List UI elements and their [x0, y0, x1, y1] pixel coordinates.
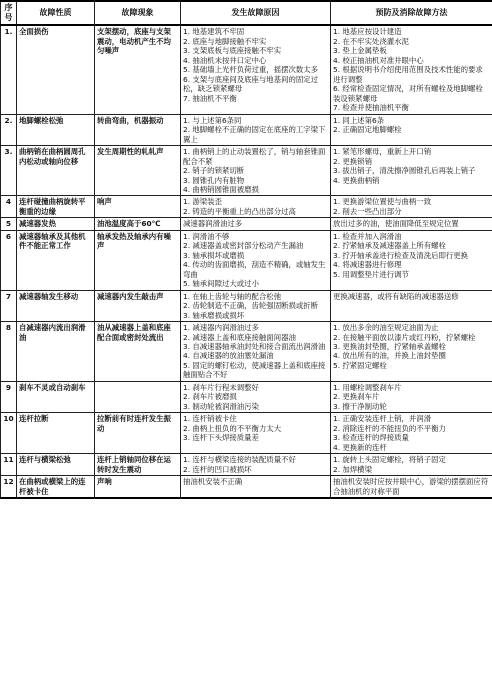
fault-nature-cell: 减速器轴发生移动 — [17, 290, 95, 321]
fault-cause-cell — [181, 322, 331, 382]
fix-line: 2. 在接触平面放以漆片或红丹粉，拧紧螺栓 — [333, 332, 476, 342]
fix-method-cell — [331, 476, 492, 498]
fix-line: 4. 校正抽油机对准井眼中心 — [333, 55, 424, 65]
fix-method-cell — [331, 413, 492, 454]
cause-line: 1. 刹车片行程未调整好 — [183, 382, 259, 392]
cause-line: 4. 自减速器的放油塞处漏油 — [183, 351, 274, 361]
fix-method-cell — [331, 454, 492, 476]
fault-nature-cell: 曲柄销在曲柄圆周孔内松动或轴向位移 — [17, 146, 95, 196]
fix-line: 2. 消除连杆的不能扭负的不平衡力 — [333, 423, 446, 433]
fault-nature-cell: 刹车不灵或自动刹车 — [17, 381, 95, 412]
cause-line: 3. 圆锥孔内有脏物 — [183, 175, 245, 185]
header-fault-phenomenon: 故障现象 — [95, 1, 181, 25]
fix-line: 4. 放出所有的油，并换上油封垫圈 — [333, 351, 446, 361]
fix-line: 3. 擦干净制动轮 — [333, 401, 387, 411]
header-fault-cause: 发生故障原因 — [181, 1, 331, 25]
fix-line: 1. 地基应按设计建造 — [333, 27, 402, 37]
fault-nature-cell: 在曲柄或横梁上的连杆被卡住 — [17, 476, 95, 498]
table-row — [1, 196, 492, 218]
fix-line: 3. 检查连杆的焊接质量 — [333, 433, 409, 443]
cause-line: 2. 底座与地脚接触不牢实 — [183, 36, 267, 46]
fault-phenomenon-cell: 拉断前有时连杆发生振动 — [95, 413, 181, 454]
fault-nature-cell: 连杆拉断 — [17, 413, 95, 454]
cause-line: 2. 销子的锁紧切断 — [183, 166, 245, 176]
fix-line: 2. 在不牢实处浇灌水泥 — [333, 36, 409, 46]
fix-line: 抽油机安装时应按井眼中心，游梁的摆摆面应符合抽油机的对称平面 — [333, 477, 489, 496]
fix-line: 5. 用调整垫片进行调节 — [333, 269, 409, 279]
fix-method-cell — [331, 381, 492, 412]
fix-line: 2. 更换刹车片 — [333, 392, 380, 402]
cause-line: 1. 与上述第6条同 — [183, 115, 242, 125]
cause-line: 2. 连杆的凹口被损坏 — [183, 464, 252, 474]
fix-line: 4. 更换曲柄销 — [333, 175, 380, 185]
fault-cause-cell — [181, 381, 331, 412]
fix-line: 3. 更换油封垫圈，拧紧轴承盖螺栓 — [333, 342, 446, 351]
cause-line: 1. 地基建筑不牢固 — [183, 27, 245, 37]
fix-line: 1. 检查并加入润滑油 — [333, 231, 402, 241]
fix-method-cell — [331, 196, 492, 218]
cause-line: 2. 铸造的平衡重上的凸出部分过高 — [183, 206, 296, 216]
table-row — [1, 290, 492, 321]
cause-line: 3. 轴承损坏或磨损 — [183, 250, 245, 260]
cause-line: 5. 固定的螺钉松动，使减速器上盖和底座接触面贴合不好 — [183, 360, 326, 380]
cause-line: 4. 传动的齿面磨损，刮造不精确，或轴发生弯曲 — [183, 260, 326, 279]
fault-phenomenon-cell: 转曲弯曲，机器振动 — [95, 114, 181, 145]
fault-phenomenon-cell: 连杆上销轴同位移在运转时发生震动 — [95, 454, 181, 476]
fault-phenomenon-cell — [95, 381, 181, 412]
cause-line: 2. 齿轮制造不正确，齿轮强固断损或折断 — [183, 301, 319, 311]
fix-line: 7. 检查并使抽油机平衡 — [333, 103, 409, 113]
cause-line: 2. 曲柄上扭负的不平衡力太大 — [183, 423, 282, 433]
cause-line: 2. 刹车片被磨损 — [183, 392, 237, 402]
table-row — [1, 25, 492, 114]
cause-line: 1. 在轴上齿轮与轴的配合松弛 — [183, 291, 282, 301]
fix-line: 1. 更换游梁位置使与曲柄一致 — [333, 197, 432, 207]
fix-line: 3. 垫上金属垫板 — [333, 46, 387, 56]
fault-nature-cell: 全面损伤 — [17, 25, 95, 114]
fix-line: 2. 加焊横梁 — [333, 464, 372, 474]
cause-line: 6. 支架与底座间及底座与地基间的固定过松，缺乏锁紧螺母 — [183, 74, 319, 94]
table-row — [1, 413, 492, 454]
fix-line: 2. 削去一些凸出部分 — [333, 206, 402, 216]
cause-line: 5. 基础墙上光杆负荷过重，摇摆次数太多 — [183, 65, 319, 75]
fault-nature-cell: 减速器发热 — [17, 218, 95, 230]
fix-method-cell — [331, 230, 492, 290]
row-number: 10 — [1, 413, 17, 454]
header-fault-nature: 故障性质 — [17, 1, 95, 25]
fault-cause-cell — [181, 146, 331, 196]
cause-line: 1. 连杆销被卡住 — [183, 414, 237, 424]
fix-method-cell — [331, 25, 492, 114]
fault-nature-cell: 连杆与横梁松弛 — [17, 454, 95, 476]
fix-line: 3. 拔出销子，清洗擦净圆锥孔后再装上销子 — [333, 166, 476, 176]
row-number: 4 — [1, 196, 17, 218]
fault-phenomenon-cell: 发生周期性的轧轧声 — [95, 146, 181, 196]
fault-nature-cell: 减速器轴承及其他机件不能正常工作 — [17, 230, 95, 290]
table-row — [1, 454, 492, 476]
row-number: 1. — [1, 25, 17, 114]
header-fix-method: 预防及消除故障方法 — [331, 1, 492, 25]
row-number: 6 — [1, 230, 17, 290]
cause-line: 1. 游梁装歪 — [183, 197, 222, 207]
fault-cause-cell — [181, 114, 331, 145]
fix-line: 放出过多的油，使油面降低至规定位置 — [333, 219, 459, 229]
fault-phenomenon-cell: 轴承发热及轴承内有噪声 — [95, 230, 181, 290]
fix-line: 1. 放出多余的油至规定油面为止 — [333, 323, 439, 333]
fault-cause-cell — [181, 454, 331, 476]
cause-line: 1. 连杆与横梁连接的装配质量不好 — [183, 455, 296, 465]
row-number: 9 — [1, 381, 17, 412]
cause-line: 1. 润滑油不够 — [183, 231, 230, 241]
cause-line: 1. 减速器内润滑油过多 — [183, 323, 259, 333]
cause-line: 3. 轴承磨损或损坏 — [183, 310, 245, 320]
table-row — [1, 322, 492, 382]
fault-cause-cell — [181, 230, 331, 290]
row-number: 8 — [1, 322, 17, 382]
cause-line: 4. 抽油机未按井口定中心 — [183, 55, 267, 65]
table-row — [1, 114, 492, 145]
fault-phenomenon-cell: 响声 — [95, 196, 181, 218]
fault-nature-cell: 地脚螺栓松弛 — [17, 114, 95, 145]
cause-line: 2. 减速器盖或密封部分松动产生漏油 — [183, 241, 304, 251]
fix-method-cell — [331, 290, 492, 321]
cause-line: 2. 地脚螺栓不正确的固定在底座的工字梁下翼上 — [183, 125, 326, 144]
fix-line: 4. 将减速器进行修理 — [333, 260, 402, 270]
cause-line: 3. 连杆下头焊接质量差 — [183, 433, 259, 443]
fix-line: 1. 旋转上头固定螺栓，将销子固定 — [333, 455, 446, 465]
table-body — [1, 25, 492, 498]
cause-line: 4. 曲柄销圆锥面被磨损 — [183, 184, 259, 194]
row-number: 2. — [1, 114, 17, 145]
fault-phenomenon-cell: 声响 — [95, 476, 181, 498]
fix-line: 4. 更换新的连杆 — [333, 442, 387, 452]
fix-method-cell — [331, 146, 492, 196]
table-row — [1, 218, 492, 230]
cause-line: 2. 减速器上盖和底座接触面间器油 — [183, 332, 296, 342]
fault-phenomenon-cell: 油从减速器上盖和底座配合面或密封处流出 — [95, 322, 181, 382]
fault-cause-cell — [181, 413, 331, 454]
cause-line: 7. 抽油机不平衡 — [183, 93, 237, 103]
fix-line: 1. 用螺栓调整刹车片 — [333, 382, 402, 392]
fix-method-cell — [331, 322, 492, 382]
fix-method-cell — [331, 114, 492, 145]
fault-nature-cell: 连杆碰撞曲柄旋转平衡重的边缘 — [17, 196, 95, 218]
table-row — [1, 381, 492, 412]
table-row — [1, 146, 492, 196]
fault-cause-cell — [181, 218, 331, 230]
row-number: 7 — [1, 290, 17, 321]
cause-line: 抽油机安装不正确 — [183, 477, 243, 487]
cause-line: 3. 支架底板与底座接触不牢实 — [183, 46, 282, 56]
fault-cause-cell — [181, 196, 331, 218]
fix-line: 1. 正确安装连杆上销，并润滑 — [333, 414, 432, 424]
fix-line: 2. 正确固定地脚螺栓 — [333, 125, 402, 135]
fix-line: 3. 拧开轴承盖进行检查及清洗后即行更换 — [333, 250, 469, 260]
fix-line: 1. 同上述第6条 — [333, 115, 385, 125]
fix-line: 2. 拧紧轴承及减速器盖上所有螺栓 — [333, 241, 446, 251]
cause-line: 1. 曲柄销上的止动装置松了，销与轴套锥面配合不紧 — [183, 147, 326, 166]
row-number: 11 — [1, 454, 17, 476]
fault-nature-cell: 自减速器内流出润滑油 — [17, 322, 95, 382]
fix-line: 6. 经常检查固定情况，对所有螺栓及地脚螺栓装设锁紧螺母 — [333, 84, 483, 103]
row-number: 3. — [1, 146, 17, 196]
fault-phenomenon-cell: 减速器内发生敲击声 — [95, 290, 181, 321]
fix-line: 2. 更换锁销 — [333, 156, 372, 166]
fix-line: 1. 紧笔形螺母，重新上开口销 — [333, 147, 432, 157]
row-number: 5 — [1, 218, 17, 230]
fault-cause-cell — [181, 476, 331, 498]
cause-line: 5. 轴承间隙过大或过小 — [183, 279, 259, 289]
cause-line: 减速器润滑油过多 — [183, 219, 243, 229]
table-header-row — [1, 1, 492, 25]
fix-line: 更换减速器，或将有缺陷的减速器送修 — [333, 291, 459, 301]
fix-line: 5. 拧紧固定螺栓 — [333, 360, 387, 370]
cause-line: 3. 自减速器轴承油封处和接合面流出润滑油 — [183, 342, 326, 351]
fault-cause-cell — [181, 25, 331, 114]
header-number: 序号 — [1, 1, 17, 25]
table-row — [1, 230, 492, 290]
fix-method-cell — [331, 218, 492, 230]
fault-cause-cell — [181, 290, 331, 321]
table-row — [1, 476, 492, 498]
fault-phenomenon-cell: 油池温度高于60℃ — [95, 218, 181, 230]
cause-line: 3. 制动轮被润滑油污染 — [183, 401, 259, 411]
fault-phenomenon-cell: 支架摆动，底座与支架震动，电动机产生不均匀噪声 — [95, 25, 181, 114]
row-number: 12 — [1, 476, 17, 498]
fix-line: 5. 根据说明书介绍使用范围及技术性能的要求进行调整 — [333, 65, 483, 84]
